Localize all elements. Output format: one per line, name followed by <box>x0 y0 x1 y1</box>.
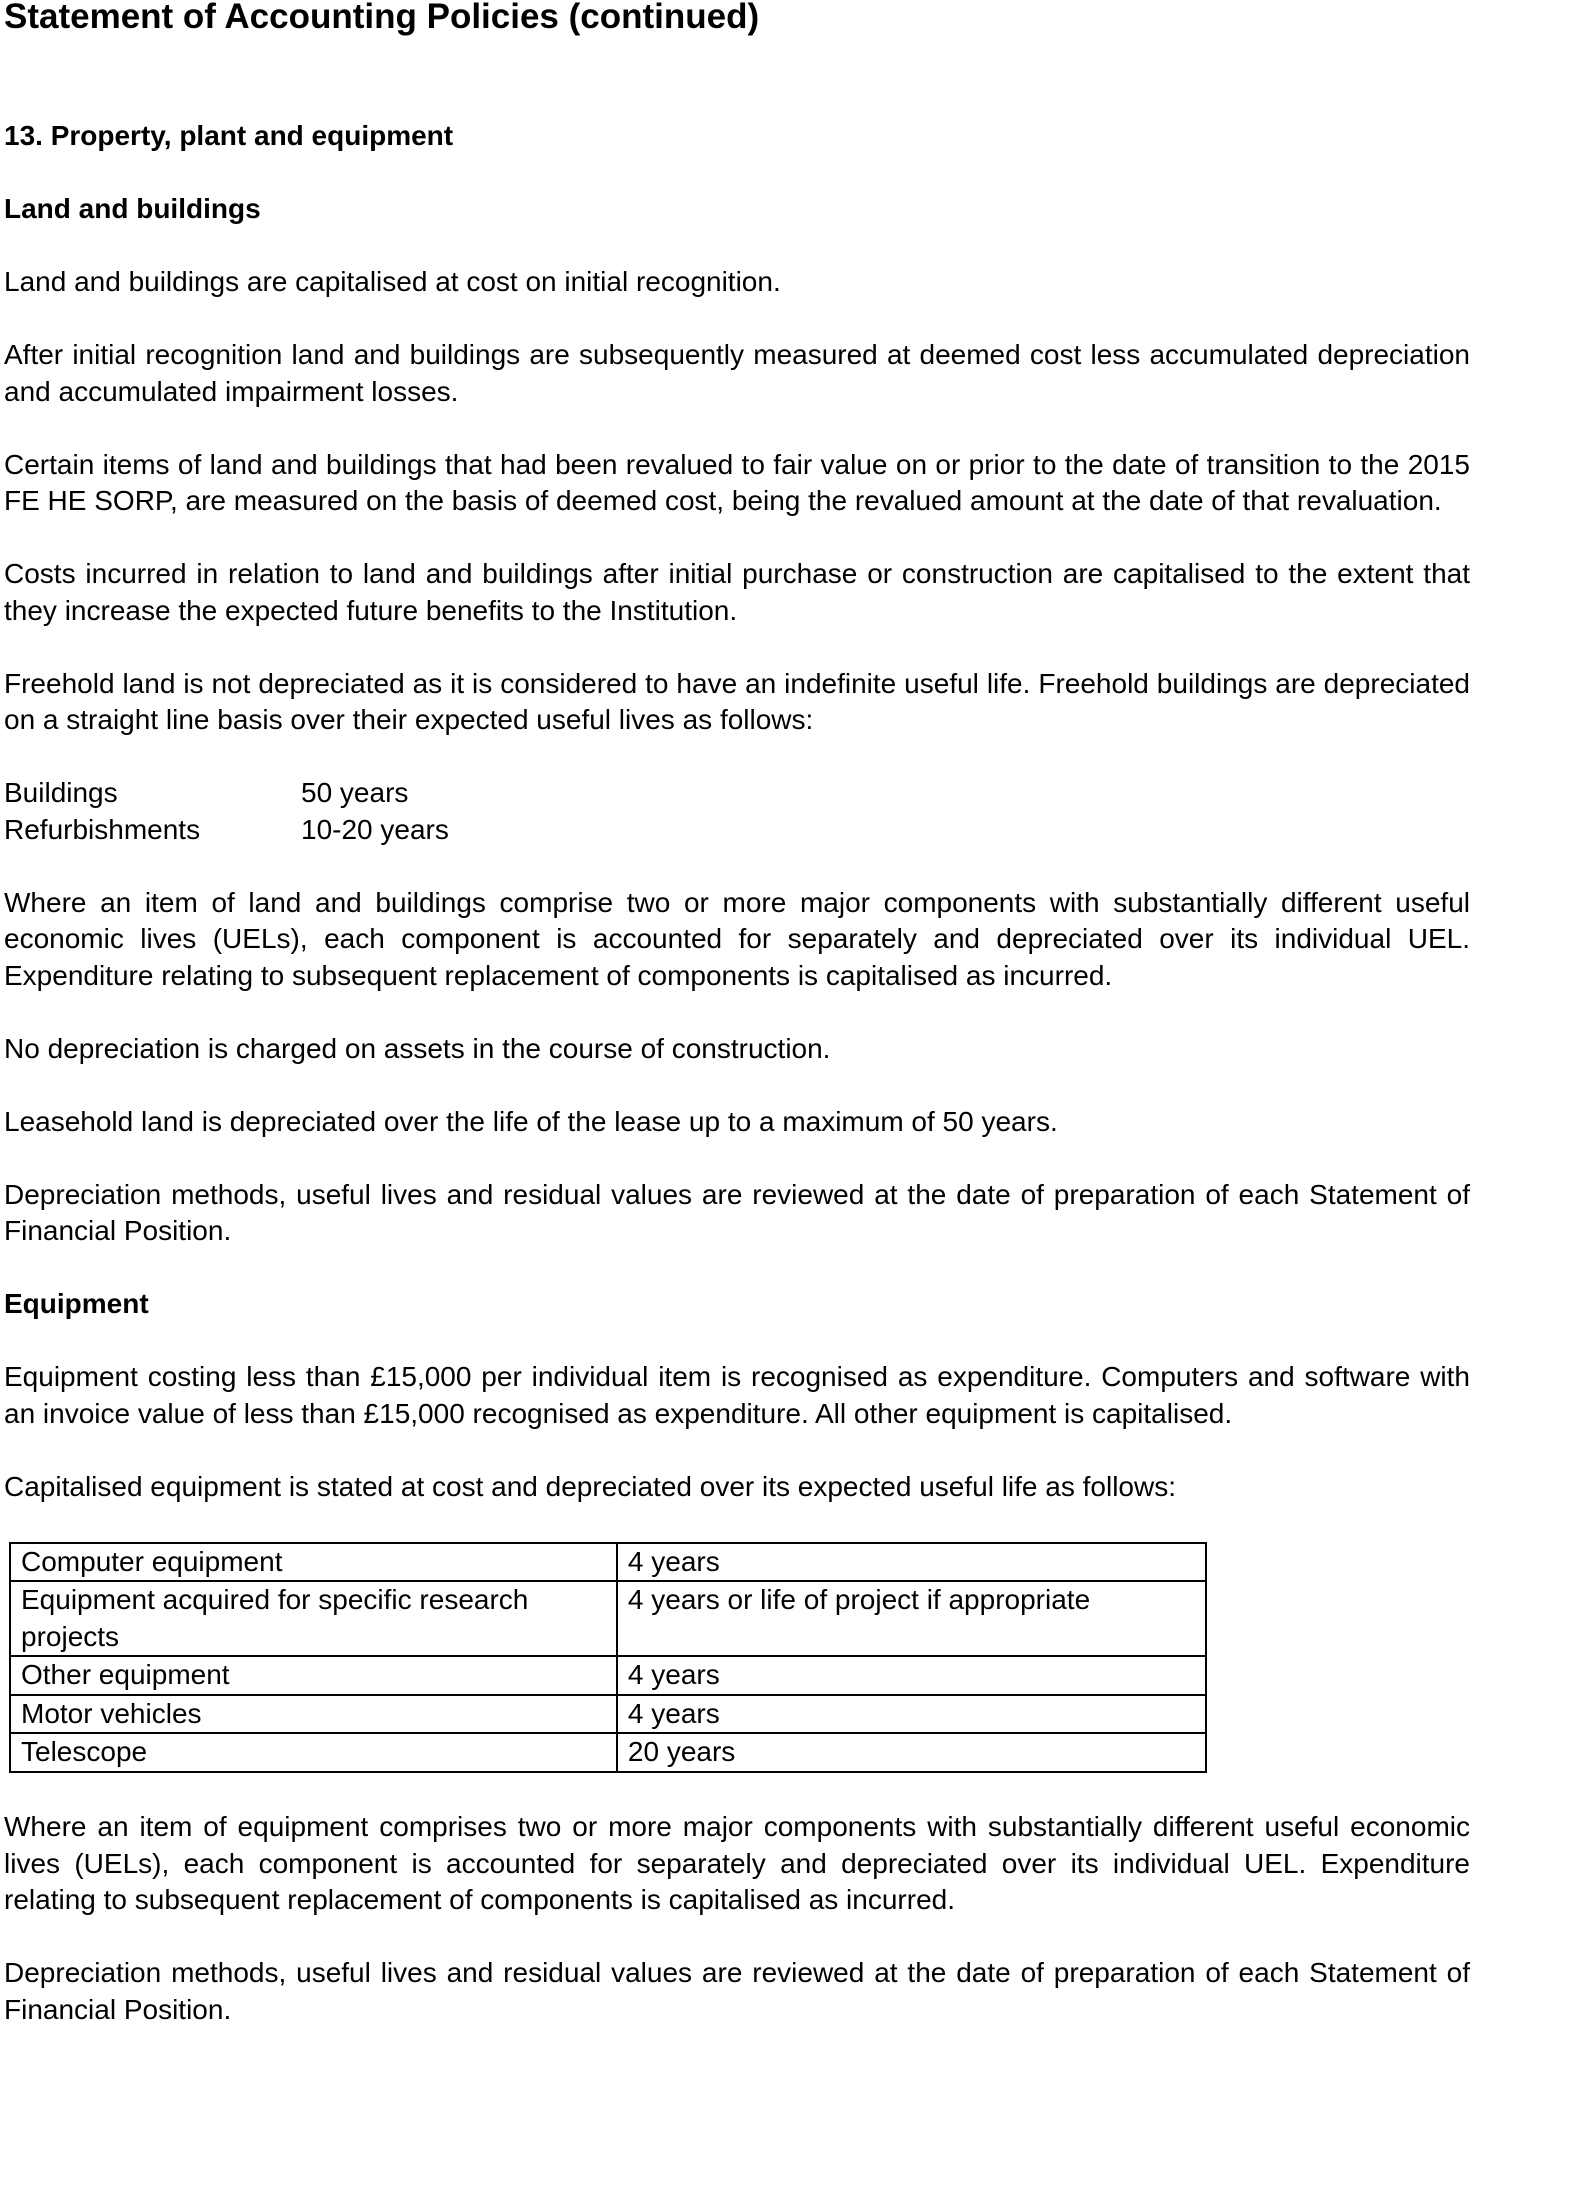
table-row <box>10 1733 1206 1772</box>
table-row <box>10 1656 1206 1695</box>
equipment-item-cell: Equipment acquired for specific research projects <box>10 1581 617 1656</box>
land-paragraph: Freehold land is not depreciated as it is considered to have an indefinite useful life. Freehold buildings are depreciated on a straight line basis over their expected useful lives as follows: <box>4 667 1470 735</box>
land-paragraph: Land and buildings are capitalised at cost on initial recognition. <box>4 266 781 297</box>
equipment-item-cell: Computer equipment <box>10 1543 617 1582</box>
table-row <box>10 1543 1206 1582</box>
buildings-useful-lives <box>4 775 1470 848</box>
useful-life-cell: 4 years <box>617 1695 1206 1734</box>
land-paragraph: Certain items of land and buildings that had been revalued to fair value on or prior to the date of transition to the 2015 FE HE SORP, are measured on the basis of deemed cost, being the revalued amount at the date of that revaluation. <box>4 448 1470 516</box>
land-paragraph: After initial recognition land and buildings are subsequently measured at deemed cost less accumulated depreciation and accumulated impairment losses. <box>4 339 1470 407</box>
land-paragraph: No depreciation is charged on assets in the course of construction. <box>4 1032 831 1064</box>
document-body <box>4 118 1470 2065</box>
section-heading: 13. Property, plant and equipment <box>4 120 454 151</box>
equipment-lives-table <box>9 1542 1207 1773</box>
useful-life-row <box>4 812 1470 849</box>
page-title: Statement of Accounting Policies (continued) <box>4 0 760 36</box>
equipment-paragraph: Depreciation methods, useful lives and residual values are reviewed at the date of preparation of each Statement of Financial Position. <box>4 1957 1470 2025</box>
land-paragraph: Costs incurred in relation to land and buildings after initial purchase or construction are capitalised to the extent that they increase the expected future benefits to the Institution. <box>4 558 1470 626</box>
equipment-item-cell: Motor vehicles <box>10 1695 617 1734</box>
table-row <box>10 1581 1206 1656</box>
land-buildings-heading: Land and buildings <box>4 193 261 224</box>
useful-life-row <box>4 775 1470 812</box>
useful-life-cell: 20 years <box>617 1733 1206 1772</box>
equipment-item-cell: Telescope <box>10 1733 617 1772</box>
land-paragraph: Depreciation methods, useful lives and residual values are reviewed at the date of preparation of each Statement of Financial Position. <box>4 1178 1470 1246</box>
equipment-paragraph: Equipment costing less than £15,000 per individual item is recognised as expenditure. Computers and software with an invoice value of less than £15,000 recognised as expenditure. All other equipment is capitalised. <box>4 1361 1470 1429</box>
equipment-paragraph: Where an item of equipment comprises two or more major components with substantially different useful economic lives (UELs), each component is accounted for separately and depreciated over its individual UEL. Expenditure relating to subsequent replacement of components is capitalised as incurred. <box>4 1811 1470 1915</box>
asset-label: Refurbishments <box>4 813 201 845</box>
table-row <box>10 1695 1206 1734</box>
equipment-heading: Equipment <box>4 1288 149 1319</box>
asset-label: Buildings <box>4 777 118 808</box>
useful-life-cell: 4 years or life of project if appropriate <box>617 1581 1206 1656</box>
life-value: 10-20 years <box>301 813 449 845</box>
equipment-item-cell: Other equipment <box>10 1656 617 1695</box>
land-paragraph: Where an item of land and buildings comprise two or more major components with substantially different useful economic lives (UELs), each component is accounted for separately and depreciated over its individual UEL. Expenditure relating to subsequent replacement of components is capitalised as incurred. <box>4 886 1470 991</box>
useful-life-cell: 4 years <box>617 1656 1206 1695</box>
useful-life-cell: 4 years <box>617 1543 1206 1582</box>
equipment-paragraph: Capitalised equipment is stated at cost and depreciated over its expected useful life as follows: <box>4 1470 1176 1502</box>
life-value: 50 years <box>301 777 409 808</box>
land-paragraph: Leasehold land is depreciated over the life of the lease up to a maximum of 50 years. <box>4 1105 1058 1137</box>
